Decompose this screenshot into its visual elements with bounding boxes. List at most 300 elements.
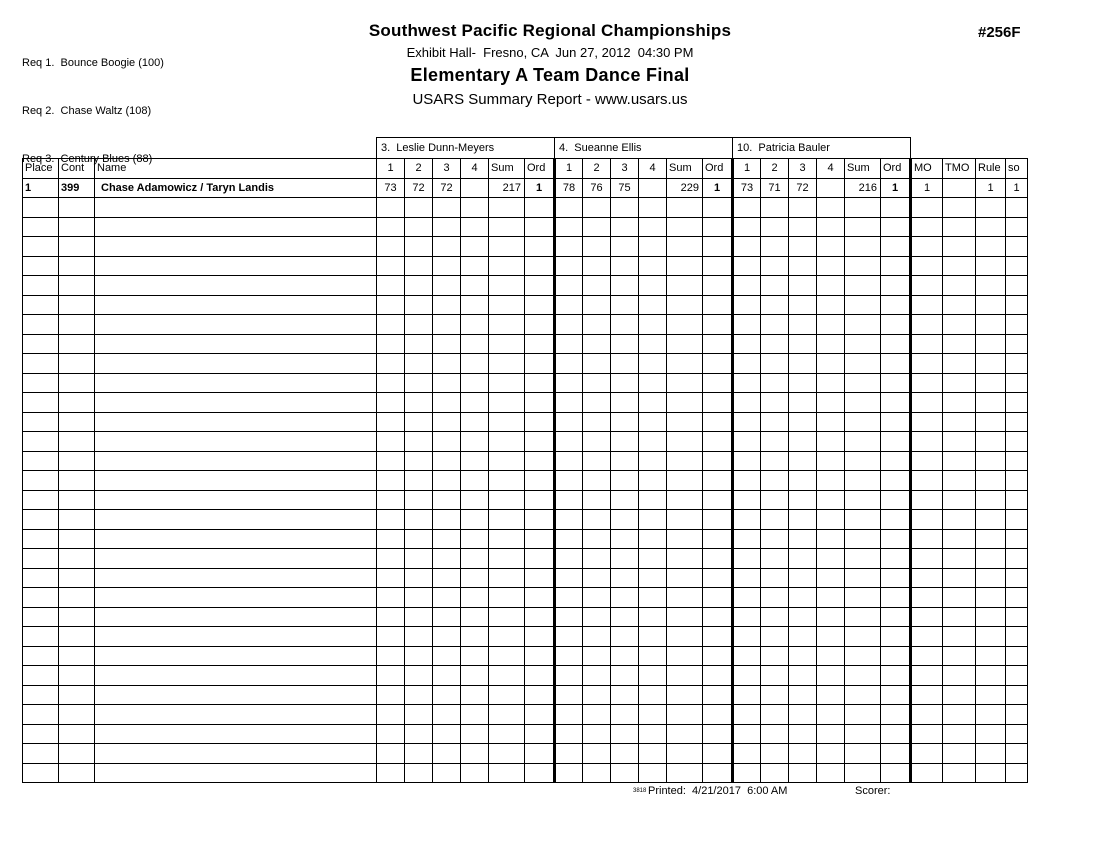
empty-cell bbox=[489, 334, 525, 354]
empty-cell bbox=[611, 627, 639, 647]
empty-cell bbox=[943, 510, 976, 530]
empty-cell bbox=[59, 549, 95, 569]
empty-cell bbox=[377, 334, 405, 354]
empty-cell bbox=[845, 607, 881, 627]
empty-cell bbox=[911, 510, 943, 530]
empty-row bbox=[23, 724, 1028, 744]
empty-cell bbox=[1006, 315, 1028, 335]
score-cell-j3-1: 73 bbox=[733, 178, 761, 198]
empty-cell bbox=[433, 588, 461, 608]
empty-cell bbox=[761, 276, 789, 296]
empty-cell bbox=[405, 373, 433, 393]
empty-cell bbox=[667, 744, 703, 764]
empty-cell bbox=[433, 646, 461, 666]
empty-cell bbox=[976, 276, 1006, 296]
empty-cell bbox=[95, 607, 377, 627]
results-table bbox=[22, 137, 1028, 783]
empty-cell bbox=[555, 393, 583, 413]
empty-cell bbox=[817, 373, 845, 393]
score-cell-j3-4 bbox=[817, 178, 845, 198]
empty-cell bbox=[881, 529, 911, 549]
empty-cell bbox=[95, 354, 377, 374]
empty-cell bbox=[59, 763, 95, 783]
empty-cell bbox=[583, 724, 611, 744]
empty-cell bbox=[639, 393, 667, 413]
empty-cell bbox=[377, 237, 405, 257]
empty-cell bbox=[23, 627, 59, 647]
empty-cell bbox=[667, 315, 703, 335]
empty-cell bbox=[845, 549, 881, 569]
empty-cell bbox=[817, 276, 845, 296]
empty-cell bbox=[1006, 529, 1028, 549]
empty-cell bbox=[405, 666, 433, 686]
empty-cell bbox=[461, 237, 489, 257]
empty-cell bbox=[489, 237, 525, 257]
empty-cell bbox=[789, 646, 817, 666]
empty-cell bbox=[433, 744, 461, 764]
empty-cell bbox=[761, 393, 789, 413]
empty-cell bbox=[817, 451, 845, 471]
empty-cell bbox=[639, 744, 667, 764]
empty-cell bbox=[976, 685, 1006, 705]
col-header-score-2: 2 bbox=[405, 159, 433, 179]
empty-cell bbox=[555, 627, 583, 647]
empty-cell bbox=[639, 276, 667, 296]
col-header-tmo: TMO bbox=[943, 159, 976, 179]
empty-cell bbox=[733, 763, 761, 783]
empty-cell bbox=[943, 393, 976, 413]
empty-cell bbox=[943, 237, 976, 257]
empty-cell bbox=[667, 432, 703, 452]
empty-cell bbox=[23, 432, 59, 452]
empty-cell bbox=[845, 295, 881, 315]
empty-cell bbox=[703, 412, 733, 432]
empty-cell bbox=[703, 276, 733, 296]
empty-cell bbox=[461, 685, 489, 705]
empty-cell bbox=[911, 432, 943, 452]
empty-cell bbox=[639, 334, 667, 354]
empty-cell bbox=[583, 276, 611, 296]
empty-cell bbox=[881, 744, 911, 764]
empty-cell bbox=[461, 666, 489, 686]
column-header-row bbox=[23, 159, 1028, 179]
empty-cell bbox=[639, 315, 667, 335]
empty-cell bbox=[976, 198, 1006, 218]
empty-cell bbox=[461, 588, 489, 608]
empty-cell bbox=[789, 432, 817, 452]
empty-cell bbox=[639, 763, 667, 783]
empty-cell bbox=[911, 198, 943, 218]
empty-cell bbox=[405, 354, 433, 374]
empty-cell bbox=[845, 724, 881, 744]
empty-cell bbox=[789, 295, 817, 315]
ord-cell-j1: 1 bbox=[525, 178, 555, 198]
empty-cell bbox=[377, 549, 405, 569]
empty-cell bbox=[489, 763, 525, 783]
empty-cell bbox=[789, 705, 817, 725]
empty-cell bbox=[489, 373, 525, 393]
empty-cell bbox=[23, 198, 59, 218]
empty-cell bbox=[433, 451, 461, 471]
empty-row bbox=[23, 237, 1028, 257]
empty-cell bbox=[377, 763, 405, 783]
empty-cell bbox=[911, 529, 943, 549]
empty-cell bbox=[583, 627, 611, 647]
empty-cell bbox=[911, 373, 943, 393]
empty-cell bbox=[817, 510, 845, 530]
empty-cell bbox=[703, 568, 733, 588]
req-line-3: Req 3. Century Blues (88) bbox=[22, 153, 153, 165]
empty-cell bbox=[525, 393, 555, 413]
empty-cell bbox=[611, 256, 639, 276]
empty-cell bbox=[489, 588, 525, 608]
empty-cell bbox=[433, 276, 461, 296]
empty-cell bbox=[817, 744, 845, 764]
empty-cell bbox=[59, 217, 95, 237]
empty-cell bbox=[525, 276, 555, 296]
empty-cell bbox=[405, 198, 433, 218]
empty-cell bbox=[761, 373, 789, 393]
empty-row bbox=[23, 744, 1028, 764]
empty-cell bbox=[611, 471, 639, 491]
score-cell-j1-3: 72 bbox=[433, 178, 461, 198]
empty-cell bbox=[583, 685, 611, 705]
empty-cell bbox=[976, 568, 1006, 588]
empty-cell bbox=[59, 276, 95, 296]
empty-cell bbox=[23, 763, 59, 783]
empty-cell bbox=[639, 705, 667, 725]
empty-cell bbox=[703, 432, 733, 452]
empty-cell bbox=[976, 646, 1006, 666]
empty-cell bbox=[405, 256, 433, 276]
empty-cell bbox=[555, 471, 583, 491]
empty-cell bbox=[555, 607, 583, 627]
req-line-2: Req 2. Chase Waltz (108) bbox=[22, 105, 152, 117]
empty-cell bbox=[703, 490, 733, 510]
col-header-sum: Sum bbox=[489, 159, 525, 179]
empty-cell bbox=[943, 724, 976, 744]
empty-cell bbox=[911, 276, 943, 296]
empty-row bbox=[23, 471, 1028, 491]
empty-cell bbox=[59, 490, 95, 510]
empty-cell bbox=[845, 529, 881, 549]
empty-cell bbox=[377, 744, 405, 764]
empty-cell bbox=[611, 198, 639, 218]
empty-cell bbox=[881, 607, 911, 627]
empty-cell bbox=[881, 568, 911, 588]
empty-cell bbox=[23, 471, 59, 491]
empty-cell bbox=[789, 607, 817, 627]
empty-cell bbox=[611, 490, 639, 510]
empty-cell bbox=[1006, 666, 1028, 686]
empty-cell bbox=[525, 295, 555, 315]
empty-cell bbox=[881, 295, 911, 315]
empty-cell bbox=[377, 705, 405, 725]
empty-cell bbox=[881, 354, 911, 374]
empty-cell bbox=[639, 666, 667, 686]
empty-cell bbox=[583, 198, 611, 218]
empty-cell bbox=[405, 744, 433, 764]
empty-cell bbox=[23, 568, 59, 588]
empty-cell bbox=[639, 237, 667, 257]
event-number: #256F bbox=[978, 24, 1021, 41]
empty-cell bbox=[23, 588, 59, 608]
empty-cell bbox=[23, 295, 59, 315]
empty-cell bbox=[489, 549, 525, 569]
empty-cell bbox=[733, 276, 761, 296]
empty-cell bbox=[59, 510, 95, 530]
empty-row bbox=[23, 198, 1028, 218]
score-cell-j1-2: 72 bbox=[405, 178, 433, 198]
empty-cell bbox=[377, 198, 405, 218]
empty-cell bbox=[845, 685, 881, 705]
empty-cell bbox=[433, 354, 461, 374]
col-header-score-1: 1 bbox=[377, 159, 405, 179]
empty-cell bbox=[405, 646, 433, 666]
empty-cell bbox=[583, 237, 611, 257]
empty-cell bbox=[433, 412, 461, 432]
empty-cell bbox=[667, 276, 703, 296]
empty-cell bbox=[817, 198, 845, 218]
empty-cell bbox=[23, 685, 59, 705]
empty-cell bbox=[461, 198, 489, 218]
empty-cell bbox=[377, 276, 405, 296]
empty-cell bbox=[461, 490, 489, 510]
empty-row bbox=[23, 412, 1028, 432]
empty-cell bbox=[943, 354, 976, 374]
sum-cell-j1: 217 bbox=[489, 178, 525, 198]
empty-cell bbox=[817, 705, 845, 725]
empty-cell bbox=[95, 393, 377, 413]
empty-cell bbox=[943, 432, 976, 452]
empty-cell bbox=[525, 510, 555, 530]
empty-cell bbox=[911, 646, 943, 666]
empty-cell bbox=[845, 334, 881, 354]
empty-cell bbox=[976, 549, 1006, 569]
empty-cell bbox=[377, 627, 405, 647]
col-header-rule: Rule bbox=[976, 159, 1006, 179]
empty-cell bbox=[761, 256, 789, 276]
empty-cell bbox=[377, 568, 405, 588]
empty-cell bbox=[789, 763, 817, 783]
empty-row bbox=[23, 295, 1028, 315]
empty-row bbox=[23, 666, 1028, 686]
empty-cell bbox=[881, 217, 911, 237]
empty-cell bbox=[95, 627, 377, 647]
empty-row bbox=[23, 432, 1028, 452]
empty-cell bbox=[59, 198, 95, 218]
empty-cell bbox=[433, 529, 461, 549]
empty-cell bbox=[555, 490, 583, 510]
empty-cell bbox=[461, 295, 489, 315]
empty-cell bbox=[789, 588, 817, 608]
empty-cell bbox=[433, 334, 461, 354]
empty-cell bbox=[667, 568, 703, 588]
empty-cell bbox=[703, 295, 733, 315]
empty-cell bbox=[95, 763, 377, 783]
empty-cell bbox=[667, 295, 703, 315]
empty-cell bbox=[611, 276, 639, 296]
empty-cell bbox=[943, 627, 976, 647]
empty-cell bbox=[377, 295, 405, 315]
empty-cell bbox=[489, 490, 525, 510]
empty-cell bbox=[583, 471, 611, 491]
empty-cell bbox=[817, 295, 845, 315]
empty-cell bbox=[583, 393, 611, 413]
empty-cell bbox=[1006, 705, 1028, 725]
empty-cell bbox=[95, 529, 377, 549]
empty-cell bbox=[611, 588, 639, 608]
empty-cell bbox=[845, 198, 881, 218]
empty-cell bbox=[845, 373, 881, 393]
empty-cell bbox=[881, 471, 911, 491]
empty-cell bbox=[703, 724, 733, 744]
empty-cell bbox=[881, 198, 911, 218]
empty-cell bbox=[1006, 627, 1028, 647]
empty-cell bbox=[733, 588, 761, 608]
empty-cell bbox=[976, 471, 1006, 491]
empty-cell bbox=[703, 627, 733, 647]
empty-cell bbox=[555, 198, 583, 218]
empty-cell bbox=[667, 354, 703, 374]
empty-cell bbox=[489, 276, 525, 296]
empty-cell bbox=[1006, 198, 1028, 218]
empty-cell bbox=[1006, 237, 1028, 257]
empty-cell bbox=[583, 451, 611, 471]
empty-cell bbox=[525, 705, 555, 725]
empty-cell bbox=[95, 666, 377, 686]
empty-cell bbox=[555, 354, 583, 374]
empty-cell bbox=[976, 354, 1006, 374]
empty-cell bbox=[733, 666, 761, 686]
empty-cell bbox=[611, 295, 639, 315]
empty-cell bbox=[667, 490, 703, 510]
empty-cell bbox=[761, 763, 789, 783]
empty-cell bbox=[943, 256, 976, 276]
empty-cell bbox=[555, 588, 583, 608]
mo-cell: 1 bbox=[911, 178, 943, 198]
empty-cell bbox=[555, 256, 583, 276]
name-cell: Chase Adamowicz / Taryn Landis bbox=[95, 178, 377, 198]
empty-cell bbox=[845, 315, 881, 335]
empty-cell bbox=[461, 568, 489, 588]
empty-cell bbox=[59, 607, 95, 627]
req-line-1: Req 1. Bounce Boogie (100) bbox=[22, 57, 164, 69]
empty-cell bbox=[461, 549, 489, 569]
footer-printed-line: Printed: 4/21/2017 6:00 AM bbox=[648, 785, 788, 797]
empty-cell bbox=[461, 412, 489, 432]
empty-cell bbox=[525, 490, 555, 510]
empty-row bbox=[23, 276, 1028, 296]
empty-cell bbox=[976, 763, 1006, 783]
empty-cell bbox=[555, 276, 583, 296]
empty-cell bbox=[733, 471, 761, 491]
empty-cell bbox=[405, 432, 433, 452]
empty-cell bbox=[817, 471, 845, 491]
empty-cell bbox=[733, 724, 761, 744]
empty-cell bbox=[555, 724, 583, 744]
empty-cell bbox=[59, 354, 95, 374]
empty-cell bbox=[943, 607, 976, 627]
empty-cell bbox=[667, 724, 703, 744]
empty-cell bbox=[639, 354, 667, 374]
empty-cell bbox=[59, 685, 95, 705]
empty-cell bbox=[789, 217, 817, 237]
empty-cell bbox=[976, 529, 1006, 549]
empty-cell bbox=[95, 568, 377, 588]
empty-cell bbox=[611, 549, 639, 569]
empty-cell bbox=[59, 237, 95, 257]
empty-cell bbox=[95, 510, 377, 530]
empty-cell bbox=[639, 217, 667, 237]
empty-cell bbox=[95, 432, 377, 452]
empty-cell bbox=[733, 568, 761, 588]
empty-cell bbox=[943, 451, 976, 471]
empty-cell bbox=[639, 471, 667, 491]
empty-cell bbox=[703, 198, 733, 218]
empty-cell bbox=[1006, 256, 1028, 276]
empty-cell bbox=[943, 588, 976, 608]
score-cell-j2-1: 78 bbox=[555, 178, 583, 198]
empty-row bbox=[23, 334, 1028, 354]
empty-cell bbox=[489, 393, 525, 413]
empty-cell bbox=[95, 373, 377, 393]
empty-cell bbox=[1006, 373, 1028, 393]
empty-cell bbox=[976, 432, 1006, 452]
empty-cell bbox=[95, 646, 377, 666]
col-header-score-1: 1 bbox=[555, 159, 583, 179]
empty-cell bbox=[817, 237, 845, 257]
empty-cell bbox=[23, 276, 59, 296]
empty-cell bbox=[789, 568, 817, 588]
empty-cell bbox=[23, 237, 59, 257]
empty-cell bbox=[639, 549, 667, 569]
empty-cell bbox=[555, 666, 583, 686]
col-header-score-3: 3 bbox=[433, 159, 461, 179]
empty-cell bbox=[611, 432, 639, 452]
empty-cell bbox=[761, 451, 789, 471]
empty-cell bbox=[95, 315, 377, 335]
empty-cell bbox=[95, 451, 377, 471]
empty-cell bbox=[667, 588, 703, 608]
empty-cell bbox=[703, 237, 733, 257]
empty-cell bbox=[943, 549, 976, 569]
col-header-score-1: 1 bbox=[733, 159, 761, 179]
empty-cell bbox=[817, 646, 845, 666]
empty-cell bbox=[789, 744, 817, 764]
empty-cell bbox=[405, 276, 433, 296]
empty-cell bbox=[639, 607, 667, 627]
empty-cell bbox=[667, 510, 703, 530]
judge-header-row bbox=[23, 138, 1028, 159]
empty-cell bbox=[461, 451, 489, 471]
empty-cell bbox=[733, 237, 761, 257]
empty-cell bbox=[433, 549, 461, 569]
empty-cell bbox=[405, 763, 433, 783]
empty-cell bbox=[667, 256, 703, 276]
empty-cell bbox=[461, 627, 489, 647]
rule-cell: 1 bbox=[976, 178, 1006, 198]
empty-cell bbox=[433, 393, 461, 413]
empty-cell bbox=[817, 763, 845, 783]
empty-cell bbox=[761, 354, 789, 374]
empty-cell bbox=[555, 217, 583, 237]
empty-cell bbox=[433, 763, 461, 783]
empty-cell bbox=[23, 393, 59, 413]
empty-cell bbox=[611, 354, 639, 374]
empty-cell bbox=[583, 354, 611, 374]
empty-cell bbox=[881, 393, 911, 413]
